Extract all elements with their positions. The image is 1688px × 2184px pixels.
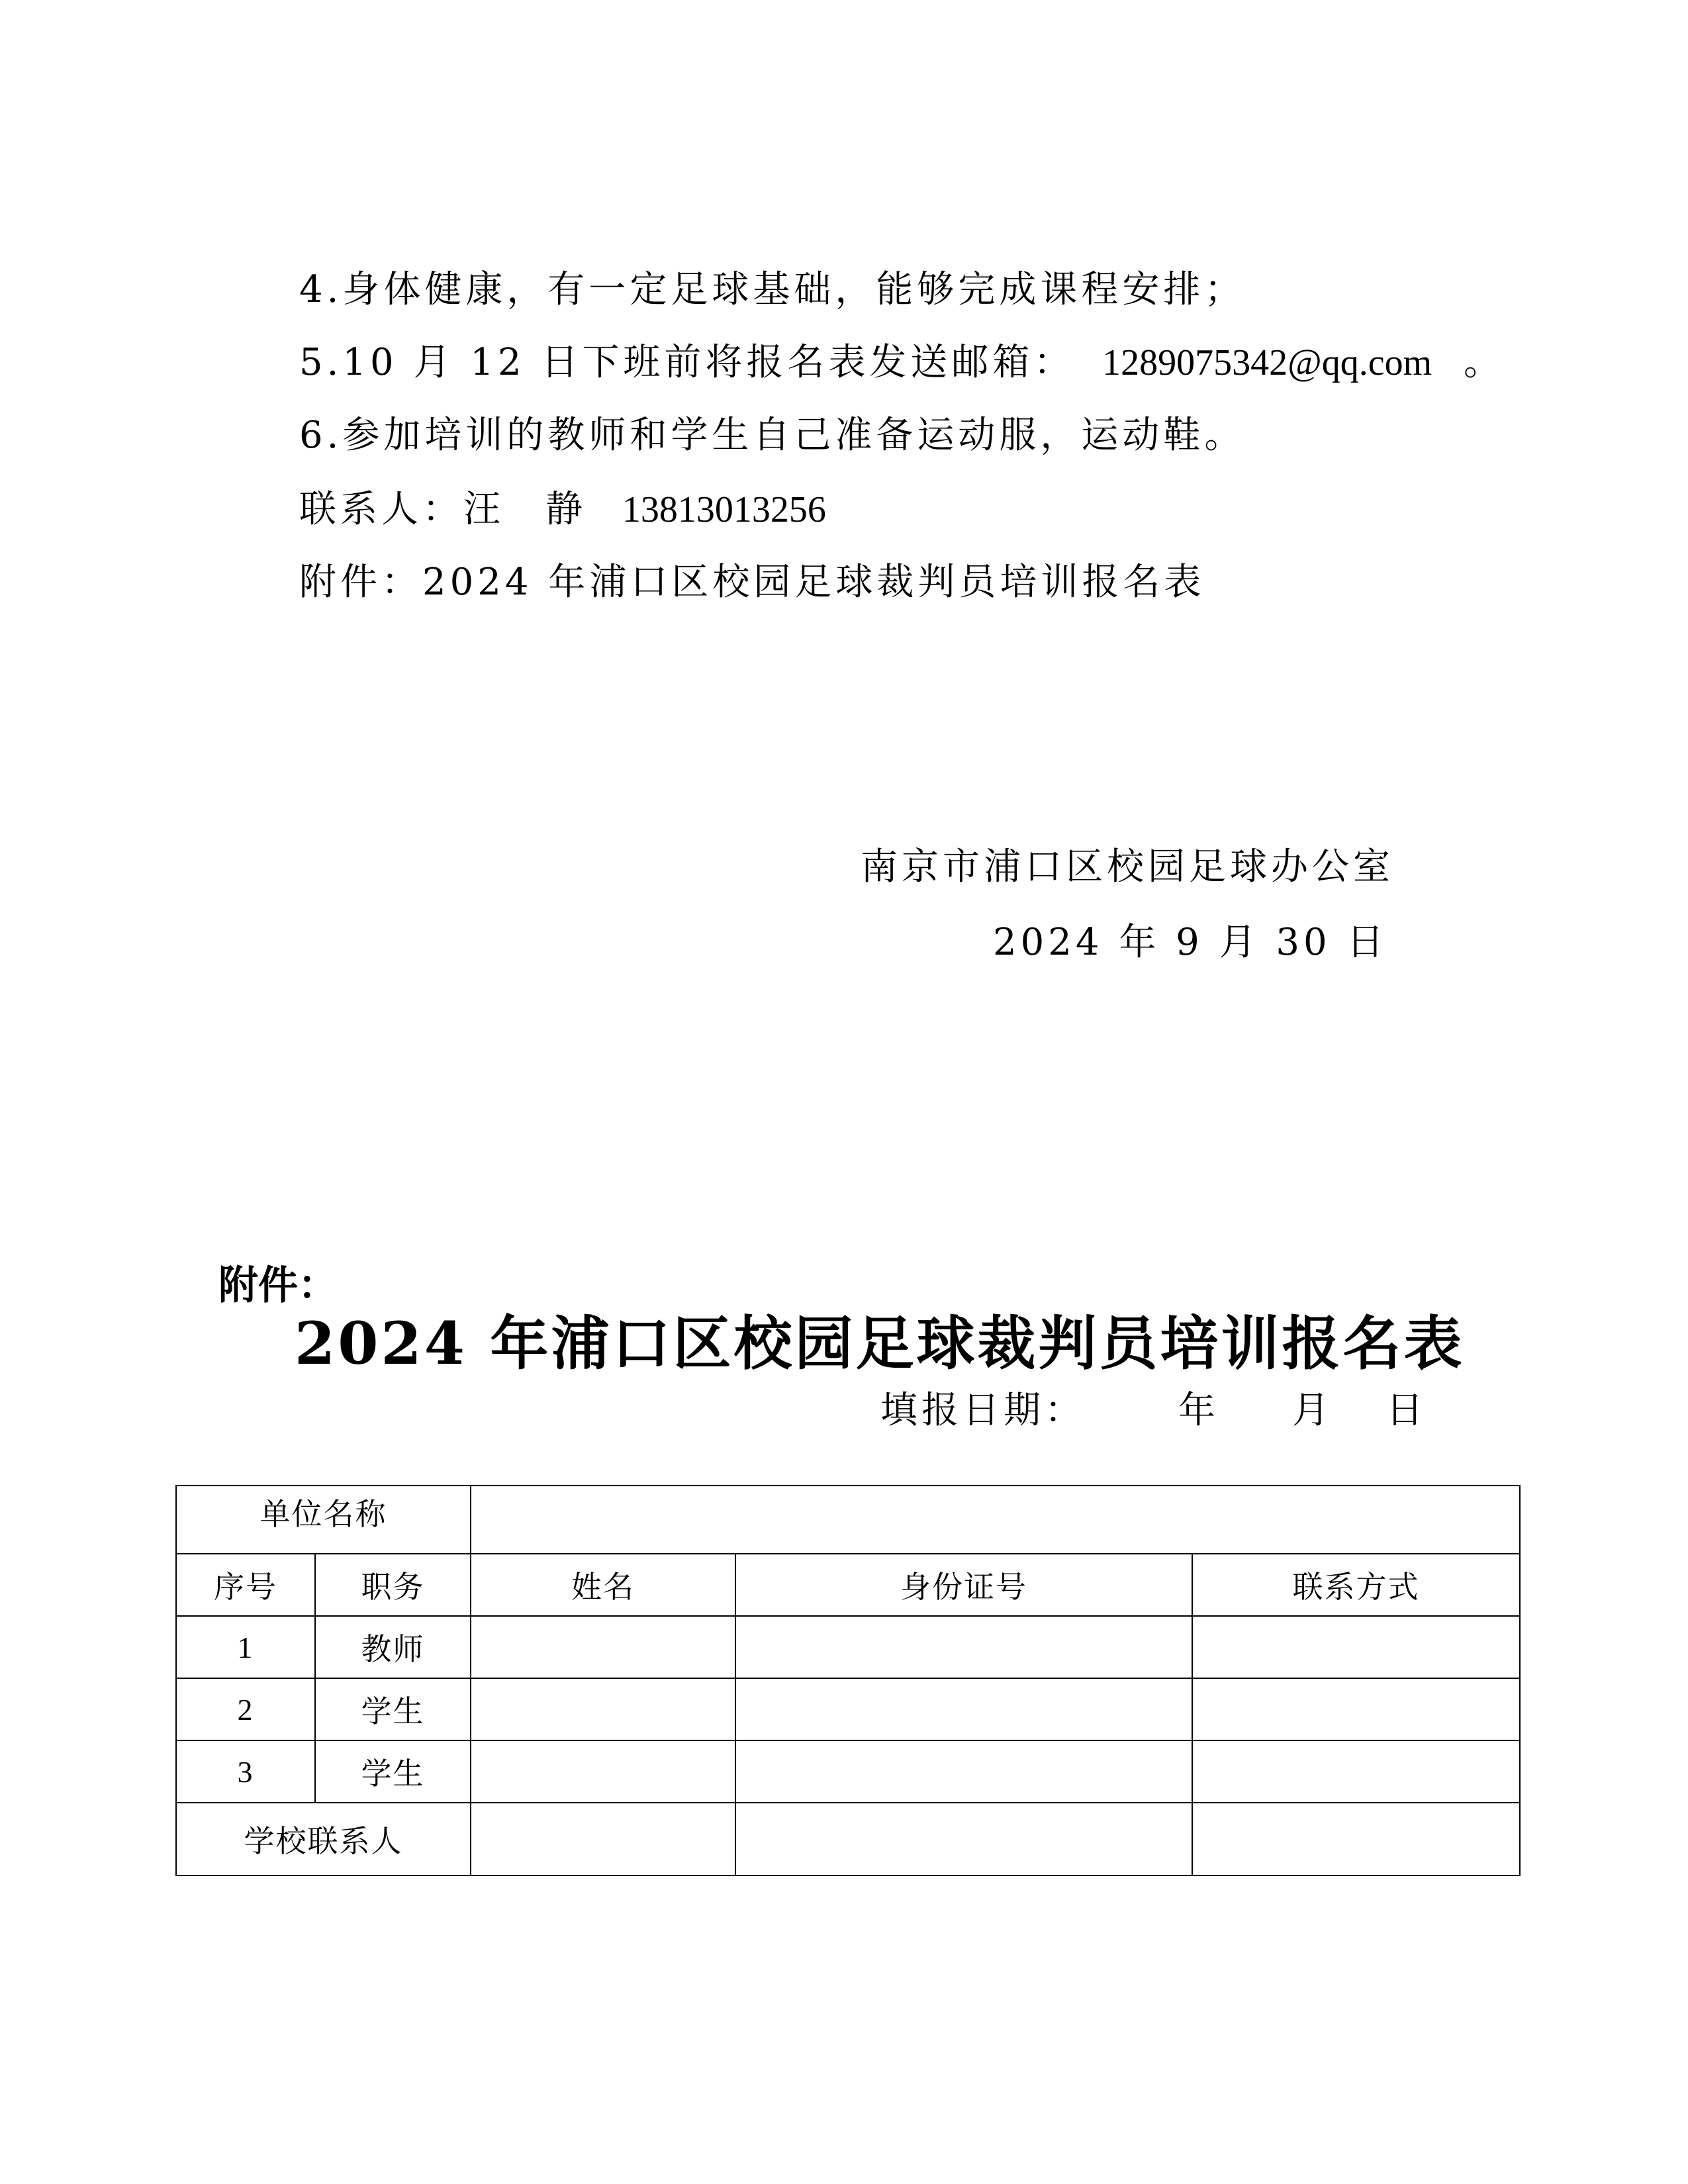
table-row: [176, 1616, 1520, 1678]
column-header-no: 序号: [176, 1554, 315, 1616]
row-role: 学生: [315, 1678, 471, 1740]
notice-item-5: [299, 341, 1505, 384]
notice-item-6: 6.参加培训的教师和学生自己准备运动服，运动鞋。: [299, 414, 1246, 457]
form-title: 2024 年浦口区校园足球裁判员培训报名表: [295, 1309, 1465, 1378]
column-header-name: 姓名: [471, 1554, 735, 1616]
school-contact-label: 学校联系人: [176, 1803, 471, 1875]
unit-name-row: [176, 1486, 1520, 1554]
row-role: 学生: [315, 1740, 471, 1803]
attachment-line: 附件：2024 年浦口区校园足球裁判员培训报名表: [299, 561, 1205, 604]
phone-cell[interactable]: [1192, 1740, 1520, 1803]
phone-cell[interactable]: [1192, 1616, 1520, 1678]
row-number: 2: [176, 1678, 315, 1740]
column-header-phone: 联系方式: [1192, 1554, 1520, 1616]
month-label: 月: [1292, 1389, 1333, 1432]
unit-name-label: 单位名称: [176, 1486, 471, 1554]
school-contact-row: [176, 1803, 1520, 1875]
school-contact-name-cell[interactable]: [471, 1803, 735, 1875]
contact-phone: 13813013256: [622, 489, 826, 530]
row-number: 3: [176, 1740, 315, 1803]
fill-date-label: 填报日期：: [880, 1389, 1086, 1432]
email-suffix: 。: [1463, 341, 1505, 384]
name-cell[interactable]: [471, 1678, 735, 1740]
registration-table: [175, 1485, 1521, 1876]
phone-cell[interactable]: [1192, 1678, 1520, 1740]
notice-item-5-text: 5.10 月 12 日下班前将报名表发送邮箱：: [299, 341, 1075, 384]
school-contact-id-cell[interactable]: [735, 1803, 1192, 1875]
row-number: 1: [176, 1616, 315, 1678]
row-role: 教师: [315, 1616, 471, 1678]
table-header-row: [176, 1554, 1520, 1616]
id-number-cell[interactable]: [735, 1616, 1192, 1678]
school-contact-phone-cell[interactable]: [1192, 1803, 1520, 1875]
email-address: 1289075342@qq.com: [1102, 342, 1432, 383]
table-row: [176, 1678, 1520, 1740]
fill-date-row: [880, 1389, 1427, 1432]
table-row: [176, 1740, 1520, 1803]
annex-label: 附件：: [218, 1262, 338, 1309]
column-header-id: 身份证号: [735, 1554, 1192, 1616]
issue-date: 2024 年 9 月 30 日: [993, 921, 1388, 964]
column-header-role: 职务: [315, 1554, 471, 1616]
year-label: 年: [1178, 1389, 1219, 1432]
day-label: 日: [1386, 1389, 1427, 1432]
organization-name: 南京市浦口区校园足球办公室: [861, 845, 1394, 888]
id-number-cell[interactable]: [735, 1740, 1192, 1803]
name-cell[interactable]: [471, 1740, 735, 1803]
id-number-cell[interactable]: [735, 1678, 1192, 1740]
contact-line: [299, 488, 826, 531]
contact-label: 联系人：汪 静: [299, 488, 586, 531]
name-cell[interactable]: [471, 1616, 735, 1678]
unit-name-value[interactable]: [471, 1486, 1520, 1554]
notice-item-4: 4.身体健康，有一定足球基础，能够完成课程安排；: [299, 268, 1246, 311]
